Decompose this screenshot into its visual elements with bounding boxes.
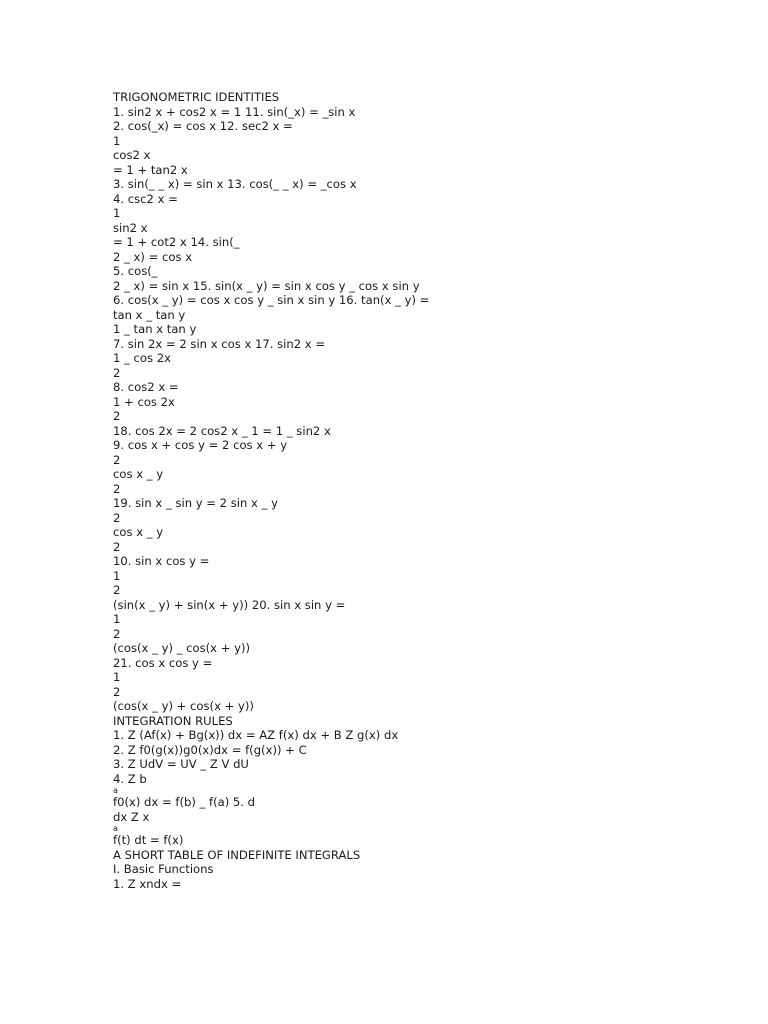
- text-line: 1: [113, 670, 121, 684]
- text-line: 1. Z (Af(x) + Bg(x)) dx = AZ f(x) dx + B Z g(x) dx: [113, 728, 399, 742]
- text-line: 3. Z UdV = UV _ Z V dU: [113, 757, 249, 771]
- text-line: 1: [113, 133, 121, 148]
- subsection-heading: I. Basic Functions: [113, 862, 214, 876]
- text-line: 7. sin 2x = 2 sin x cos x 17. sin2 x =: [113, 336, 326, 351]
- text-line: 2. cos(_x) = cos x 12. sec2 x =: [113, 119, 293, 133]
- section-heading: INTEGRATION RULES: [113, 713, 233, 728]
- text-line: 2: [113, 365, 121, 380]
- text-line: 21. cos x cos y =: [113, 655, 213, 670]
- text-line: cos x _ y: [113, 467, 164, 481]
- text-line: 2 _ x) = sin x 15. sin(x _ y) = sin x cos y _ cos x sin y: [113, 278, 420, 293]
- text-line: 18. cos 2x = 2 cos2 x _ 1 = 1 _ sin2 x: [113, 423, 331, 438]
- section-heading: TRIGONOMETRIC IDENTITIES: [113, 90, 280, 104]
- text-line: 1 + cos 2x: [113, 394, 175, 409]
- text-line: = 1 + tan2 x: [113, 162, 188, 177]
- text-line: 2: [113, 452, 121, 467]
- text-line: 2: [113, 510, 121, 525]
- text-line: sin2 x: [113, 220, 148, 235]
- text-line: 1. Z xndx =: [113, 876, 182, 891]
- text-line: (cos(x _ y) + cos(x + y)): [113, 699, 254, 713]
- text-line: 1 _ cos 2x: [113, 351, 171, 365]
- text-line: 2: [113, 481, 121, 496]
- text-line: 6. cos(x _ y) = cos x cos y _ sin x sin y 16. tan(x _ y) =: [113, 293, 430, 307]
- text-line: = 1 + cot2 x 14. sin(_: [113, 235, 240, 249]
- text-line: 2: [113, 539, 121, 554]
- text-line: 4. csc2 x =: [113, 191, 178, 206]
- text-line: 1: [113, 612, 121, 626]
- text-line: cos x _ y: [113, 525, 164, 539]
- text-line: 1 _ tan x tan y: [113, 322, 197, 336]
- text-line: a: [113, 786, 118, 795]
- document-page: [113, 90, 733, 891]
- text-line: 8. cos2 x =: [113, 380, 179, 394]
- text-line: 3. sin(_ _ x) = sin x 13. cos(_ _ x) = _cos x: [113, 177, 357, 191]
- text-line: 1. sin2 x + cos2 x = 1 11. sin(_x) = _sin x: [113, 104, 356, 119]
- text-line: a: [113, 824, 118, 833]
- text-line: 2: [113, 583, 121, 597]
- text-line: 19. sin x _ sin y = 2 sin x _ y: [113, 496, 278, 510]
- text-line: (cos(x _ y) _ cos(x + y)): [113, 641, 251, 655]
- text-line: dx Z x: [113, 809, 150, 824]
- text-line: (sin(x _ y) + sin(x + y)) 20. sin x sin y =: [113, 597, 346, 612]
- text-line: 1: [113, 206, 121, 220]
- text-line: f0(x) dx = f(b) _ f(a) 5. d: [113, 795, 256, 809]
- text-line: 2. Z f0(g(x))g0(x)dx = f(g(x)) + C: [113, 742, 307, 757]
- text-line: 5. cos(_: [113, 264, 158, 278]
- text-line: 1: [113, 568, 121, 583]
- text-line: 10. sin x cos y =: [113, 554, 210, 568]
- text-line: tan x _ tan y: [113, 307, 186, 322]
- text-line: 2: [113, 684, 121, 699]
- text-line: 2: [113, 626, 121, 641]
- text-line: 4. Z b: [113, 771, 147, 786]
- text-line: f(t) dt = f(x): [113, 833, 184, 847]
- section-heading: A SHORT TABLE OF INDEFINITE INTEGRALS: [113, 847, 361, 862]
- text-line: 2 _ x) = cos x: [113, 249, 193, 264]
- text-line: cos2 x: [113, 148, 151, 162]
- text-line: 9. cos x + cos y = 2 cos x + y: [113, 438, 288, 452]
- text-line: 2: [113, 409, 121, 423]
